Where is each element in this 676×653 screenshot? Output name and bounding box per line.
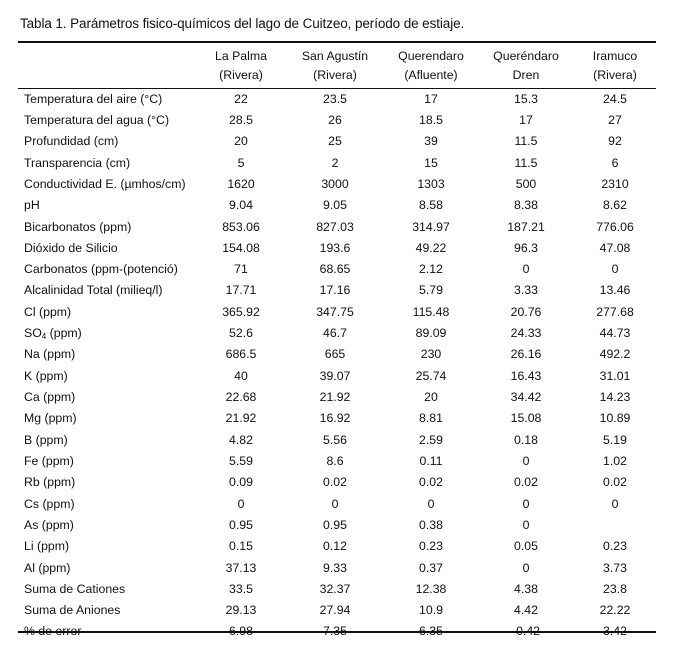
table-cell: 47.08	[599, 240, 631, 255]
table-body	[18, 88, 656, 642]
table-cell: 2.59	[419, 432, 443, 447]
row-label: % de error	[24, 624, 82, 639]
table-cell: 230	[420, 347, 442, 362]
table-cell: 2.12	[419, 262, 443, 277]
row-label: Na (ppm)	[24, 347, 76, 362]
table-cell: 25.74	[415, 368, 447, 383]
table-cell: 0.02	[514, 475, 538, 490]
table-cell: 14.23	[599, 390, 631, 405]
table-cell: 33.5	[229, 581, 253, 596]
table-row	[18, 578, 656, 599]
table-cell: 22.22	[599, 603, 631, 618]
table-row	[18, 280, 656, 301]
row-label: Al (ppm)	[24, 560, 71, 575]
table-cell: 0.09	[229, 475, 253, 490]
table-cell: 17.71	[225, 283, 257, 298]
table-cell: 29.13	[225, 603, 257, 618]
table-cell: 4.42	[514, 603, 538, 618]
table-cell: 8.58	[419, 198, 443, 213]
table-cell: 39	[424, 134, 438, 149]
table-cell: 2310	[601, 176, 629, 191]
table-row	[18, 514, 656, 535]
table-cell: 347.75	[316, 304, 354, 319]
table-cell: 15.08	[510, 411, 542, 426]
column-header: Queréndaro Dren	[493, 48, 559, 82]
column-header: La Palma (Rivera)	[215, 48, 267, 82]
row-label: $SO_4$ (ppm)	[24, 325, 82, 341]
table-cell: 20	[234, 134, 248, 149]
table-cell: 187.21	[507, 219, 545, 234]
table-cell: 23.5	[323, 91, 347, 106]
table-row	[18, 536, 656, 557]
column-header: Querendaro (Afluente)	[398, 48, 464, 82]
table-cell: 3.33	[514, 283, 538, 298]
table-cell: 20	[424, 390, 438, 405]
table-cell: 27.94	[319, 603, 351, 618]
table-row	[18, 408, 656, 429]
row-label: pH	[24, 198, 40, 213]
table-cell: 89.09	[415, 326, 447, 341]
table-cell: 1303	[417, 176, 445, 191]
table-cell: 0.23	[603, 539, 627, 554]
table-cell: 0.18	[514, 432, 538, 447]
table-cell: 115.48	[412, 304, 450, 319]
table-row	[18, 429, 656, 450]
table-cell: 827.03	[316, 219, 354, 234]
table-cell: 8.6	[326, 453, 344, 468]
table-cell: 17	[424, 91, 438, 106]
table-cell: 46.7	[323, 326, 347, 341]
row-label: Profundidad (cm)	[24, 134, 119, 149]
table-cell: 1620	[227, 176, 255, 191]
table-cell: 16.92	[319, 411, 351, 426]
row-label: Alcalinidad Total (milieq/l)	[24, 283, 163, 298]
caption-text: . Parámetros fisico-químicos del lago de Cuitzeo, período de estiaje.	[62, 16, 465, 31]
table-cell: 28.5	[229, 112, 253, 127]
table-cell: 686.5	[225, 347, 257, 362]
row-label: Mg (ppm)	[24, 411, 77, 426]
table-cell: 0.15	[229, 539, 253, 554]
table-cell: 22.68	[225, 390, 257, 405]
table-row	[18, 259, 656, 280]
table-cell: 71	[234, 262, 248, 277]
column-header: San Agustín (Rivera)	[301, 48, 369, 82]
row-label: Cs (ppm)	[24, 496, 75, 511]
table-row	[18, 109, 656, 130]
table-cell: 500	[515, 176, 537, 191]
table-cell: 193.6	[319, 240, 351, 255]
table-cell: 0.23	[419, 539, 443, 554]
table-cell: 26.16	[510, 347, 542, 362]
table-cell: 0.95	[323, 517, 347, 532]
table-cell: 3.73	[603, 560, 627, 575]
table-row	[18, 301, 656, 322]
table-cell: 22	[234, 91, 248, 106]
table-cell: 4.82	[229, 432, 253, 447]
row-label: As (ppm)	[24, 517, 74, 532]
table-cell: 49.22	[415, 240, 447, 255]
table-cell: 0	[611, 496, 619, 511]
table-cell: 68.65	[319, 262, 351, 277]
row-label: Bicarbonatos (ppm)	[24, 219, 132, 234]
table-cell: 37.13	[225, 560, 257, 575]
table-cell: 8.81	[419, 411, 443, 426]
table-cell: 26	[328, 112, 342, 127]
table-row	[18, 237, 656, 258]
table-cell: 18.5	[419, 112, 443, 127]
table-cell: 11.5	[514, 155, 538, 170]
table-cell: 277.68	[596, 304, 634, 319]
row-label: Rb (ppm)	[24, 475, 76, 490]
table-cell: 32.37	[319, 581, 351, 596]
table-cell: 31.01	[599, 368, 631, 383]
table-cell: 0.38	[419, 517, 443, 532]
table-cell: 4.38	[514, 581, 538, 596]
table-cell: 6.35	[419, 624, 443, 639]
table-row	[18, 493, 656, 514]
table-cell: 0	[611, 262, 619, 277]
table-row	[18, 152, 656, 173]
table-cell: 154.08	[222, 240, 260, 255]
table-cell: 9.05	[323, 198, 347, 213]
table-header	[18, 43, 656, 88]
table-cell: 39.07	[319, 368, 351, 383]
table-cell: 0	[427, 496, 435, 511]
row-label: K (ppm)	[24, 368, 68, 383]
table-cell: 0	[522, 496, 530, 511]
table-cell: 52.6	[229, 326, 253, 341]
table-cell: 5.59	[229, 453, 253, 468]
table-cell: 12.38	[415, 581, 447, 596]
table-cell: 0	[331, 496, 339, 511]
caption-label: Tabla 1	[20, 16, 63, 31]
row-label: B (ppm)	[24, 432, 68, 447]
table-cell: 0.12	[323, 539, 347, 554]
table-cell: 17	[519, 112, 533, 127]
table-cell: 24.5	[603, 91, 627, 106]
table-cell: 9.04	[229, 198, 253, 213]
table-cell: 10.9	[419, 603, 443, 618]
table-cell: 0	[522, 262, 530, 277]
table-cell: 8.62	[603, 198, 627, 213]
table-cell: 0	[522, 453, 530, 468]
table-cell: 6.98	[229, 624, 253, 639]
table-row	[18, 450, 656, 471]
table-cell: 0.37	[419, 560, 443, 575]
table-cell: 44.73	[599, 326, 631, 341]
table-row	[18, 195, 656, 216]
table-cell: 6	[611, 155, 619, 170]
row-label: Ca (ppm)	[24, 390, 76, 405]
table-cell: 7.35	[323, 624, 347, 639]
table-cell: 314.97	[412, 219, 450, 234]
table-cell: 0.95	[229, 517, 253, 532]
table-cell: 3000	[321, 176, 349, 191]
table-cell: 5.56	[323, 432, 347, 447]
table-cell: 25	[328, 134, 342, 149]
table-cell: 21.92	[225, 411, 257, 426]
table-cell: 0.02	[419, 475, 443, 490]
table-cell: 0	[522, 517, 530, 532]
table-cell: 665	[324, 347, 346, 362]
table-cell: 776.06	[596, 219, 634, 234]
table-row	[18, 322, 656, 343]
data-table	[18, 43, 656, 642]
row-label: Suma de Cationes	[24, 581, 126, 596]
table-cell: 15.3	[514, 91, 538, 106]
table-cell: 5	[237, 155, 245, 170]
table-cell: 0	[237, 496, 245, 511]
table-cell: 8.38	[514, 198, 538, 213]
table-cell: 34.42	[510, 390, 542, 405]
table-row	[18, 557, 656, 578]
table-cell: -0.42	[511, 624, 541, 639]
table-row	[18, 472, 656, 493]
table-cell: 24.33	[510, 326, 542, 341]
table-row	[18, 131, 656, 152]
row-label: Conductividad E. (µmhos/cm)	[24, 176, 186, 191]
row-label: Temperatura del agua (°C)	[24, 112, 170, 127]
table-cell: 10.89	[599, 411, 631, 426]
table-cell: 0	[522, 560, 530, 575]
table-row	[18, 386, 656, 407]
row-label: Dióxido de Silicio	[24, 240, 118, 255]
header-blank	[18, 43, 196, 88]
row-label: Temperatura del aire (°C)	[24, 91, 163, 106]
table-cell: 492.2	[599, 347, 631, 362]
row-label: Suma de Aniones	[24, 603, 121, 618]
table-row	[18, 173, 656, 194]
table-cell: 92	[608, 134, 622, 149]
table-cell: 21.92	[319, 390, 351, 405]
table-cell: 15	[424, 155, 438, 170]
table-cell: 16.43	[510, 368, 542, 383]
table-cell: 13.46	[599, 283, 631, 298]
table-row	[18, 88, 656, 109]
table-row	[18, 216, 656, 237]
table-cell: 17.16	[319, 283, 351, 298]
table-cell: 853.06	[222, 219, 260, 234]
table-cell: 0.02	[603, 475, 627, 490]
table-cell: 20.76	[510, 304, 542, 319]
table-cell: 1.02	[603, 453, 627, 468]
table-cell: 5.79	[419, 283, 443, 298]
table-row	[18, 365, 656, 386]
row-label: Fe (ppm)	[24, 453, 74, 468]
table-cell: 0.11	[419, 453, 443, 468]
table-cell: 27	[608, 112, 622, 127]
table-cell: 3.42	[603, 624, 627, 639]
table-cell: 0.02	[323, 475, 347, 490]
table-cell: 40	[234, 368, 248, 383]
row-label: Carbonatos (ppm-(potenció)	[24, 262, 178, 277]
table-cell: 11.5	[514, 134, 538, 149]
table-cell: 23.8	[603, 581, 627, 596]
row-label: Transparencia (cm)	[24, 155, 131, 170]
table-cell: 0.05	[514, 539, 538, 554]
table-caption	[20, 16, 464, 31]
table-cell: 365.92	[222, 304, 260, 319]
table-row	[18, 600, 656, 621]
row-label: Li (ppm)	[24, 539, 70, 554]
table-row	[18, 344, 656, 365]
table-cell: 5.19	[603, 432, 627, 447]
table-cell: 96.3	[514, 240, 538, 255]
row-label: Cl (ppm)	[24, 304, 72, 319]
table-row	[18, 621, 656, 642]
column-header: Iramuco (Rivera)	[592, 48, 638, 82]
table-cell: 2	[331, 155, 339, 170]
table-cell	[574, 514, 656, 535]
table-cell: 9.33	[323, 560, 347, 575]
